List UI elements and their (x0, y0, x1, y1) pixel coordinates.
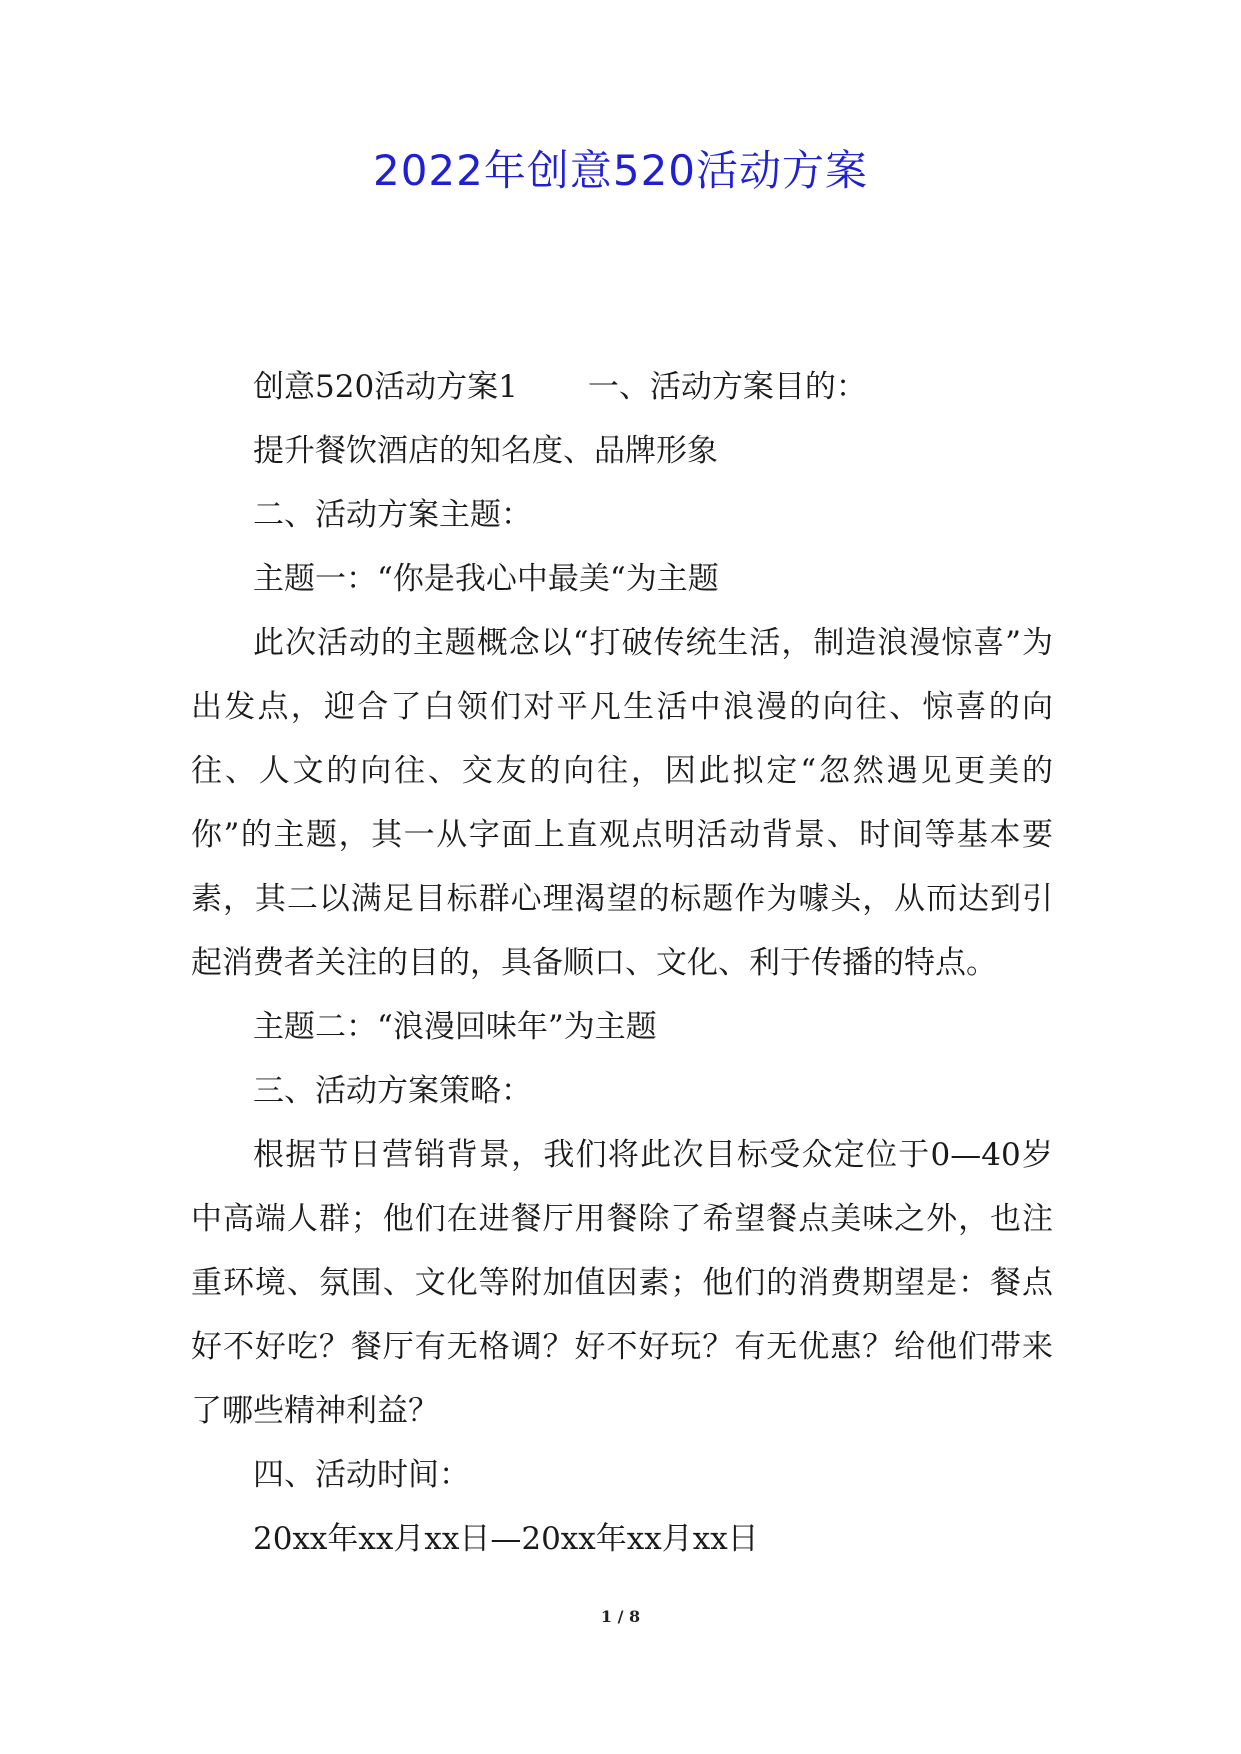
section-heading-1: 一、活动方案目的： (587, 369, 867, 405)
strategy-description: 根据节日营销背景，我们将此次目标受众定位于0—40岁中高端人群；他们在进餐厅用餐除了希望餐点美味之外，也注重环境、氛围、文化等附加值因素；他们的消费期望是：餐点好不好吃？餐厅有无格调？好不好玩？有无优惠？给他们带来了哪些精神利益？ (191, 1137, 1053, 1429)
section-heading-3: 三、活动方案策略： (253, 1073, 532, 1109)
document-title: 2022年创意520活动方案 (372, 146, 869, 195)
plan-heading: 创意520活动方案1 (253, 369, 518, 405)
theme-one: 主题一：“你是我心中最美“为主题 (253, 561, 719, 597)
event-dates: 20xx年xx月xx日—20xx年xx月xx日 (253, 1521, 759, 1557)
theme-description: 此次活动的主题概念以“打破传统生活，制造浪漫惊喜”为出发点，迎合了白领们对平凡生活中浪漫的向往、惊喜的向往、人文的向往、交友的向往，因此拟定“忽然遇见更美的你”的主题，其一从字面上直观点明活动背景、时间等基本要素，其二以满足目标群心理渴望的标题作为噱头，从而达到引起消费者关注的目的，具备顺口、文化、利于传播的特点。 (191, 625, 1053, 981)
section-heading-2: 二、活动方案主题： (253, 497, 532, 533)
theme-two: 主题二：“浪漫回味年”为主题 (253, 1009, 657, 1045)
paragraph-1 (191, 355, 1053, 419)
document-body (191, 355, 1053, 1571)
paragraph-2: 提升餐饮酒店的知名度、品牌形象 (253, 433, 718, 469)
section-heading-4: 四、活动时间： (253, 1457, 470, 1493)
page-number: 1 / 8 (600, 1607, 641, 1626)
